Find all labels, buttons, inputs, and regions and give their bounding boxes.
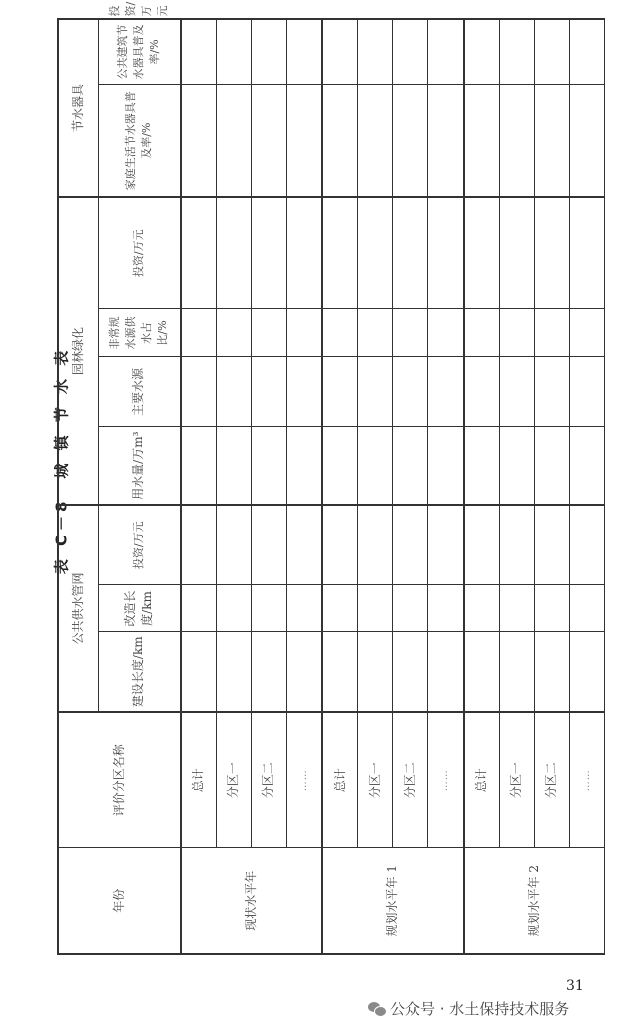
- header-water-use: 用水量/万m³: [98, 427, 181, 505]
- row-group-label: 规划水平年 2: [464, 848, 605, 954]
- district-cell: 分区一: [499, 712, 534, 848]
- district-cell: ……: [428, 712, 464, 848]
- table-row: [569, 19, 604, 954]
- header-pipe-investment: 投资/万元: [98, 505, 181, 585]
- table-row: [287, 19, 323, 954]
- row-group-label: 现状水平年: [181, 848, 322, 954]
- table-row: [393, 19, 428, 954]
- district-cell: 分区二: [393, 712, 428, 848]
- footer-text: 公众号 · 水土保持技术服务: [390, 1000, 570, 1018]
- header-year: 年份: [58, 848, 181, 954]
- table-row: [251, 19, 286, 954]
- table-row: [322, 19, 358, 954]
- district-cell: 分区二: [534, 712, 569, 848]
- header-household-fixtures: 家庭生活节水器具普及率/%: [98, 85, 181, 197]
- row-group-label: 规划水平年 1: [322, 848, 463, 954]
- rotated-table-wrapper: [57, 1, 605, 955]
- district-cell: 分区一: [358, 712, 393, 848]
- district-cell: 分区一: [216, 712, 251, 848]
- header-main-source: 主要水源: [98, 357, 181, 427]
- district-cell: 总计: [322, 712, 358, 848]
- table-row: [464, 19, 500, 954]
- table-rotator: [57, 1, 605, 955]
- header-group-fixtures: 节水器具: [58, 19, 98, 197]
- district-cell: ……: [287, 712, 323, 848]
- district-cell: 分区二: [251, 712, 286, 848]
- header-greening-investment: 投资/万元: [98, 197, 181, 309]
- header-group-pipe: 公共供水管网: [58, 505, 98, 712]
- table-row: [358, 19, 393, 954]
- header-district: 评价分区名称: [58, 712, 181, 848]
- page-number: 31: [566, 978, 584, 994]
- table-row: [216, 19, 251, 954]
- table-row: [181, 19, 217, 954]
- wechat-icon: [368, 1001, 386, 1017]
- table-row: [499, 19, 534, 954]
- header-public-fixtures: 公共建筑节水器具普及率/%: [98, 19, 181, 85]
- header-build-length: 建设长度/km: [98, 632, 181, 712]
- header-group-greening: 园林绿化: [58, 197, 98, 505]
- header-renovate-length: 改造长度/km: [98, 585, 181, 632]
- table-title: 表 C－8 城 镇 节 水 表: [52, 346, 71, 574]
- water-saving-table: 年份 评价分区名称 公共供水管网 园林绿化 节水器具 建设长度/km 改造长度/km 投资/万元 用水量/万m³ 主要水源 非常规水源供水占比/% 投资/万元 家庭生活节水器具普及率/% 公共建筑节水器具普及率/% 投资/万元 现状水平年 总计 分区一 分区二 …… 规划水平年 1 总计 分区一 分区二 …… 规划水平年 2 总计 分区一 分区二 ……: [57, 18, 605, 955]
- footer-watermark: [368, 998, 569, 1019]
- table-row: [534, 19, 569, 954]
- header-unconventional-share: 非常规水源供水占比/%: [98, 309, 181, 357]
- table-row: [428, 19, 464, 954]
- district-cell: 总计: [464, 712, 500, 848]
- district-cell: ……: [569, 712, 604, 848]
- district-cell: 总计: [181, 712, 217, 848]
